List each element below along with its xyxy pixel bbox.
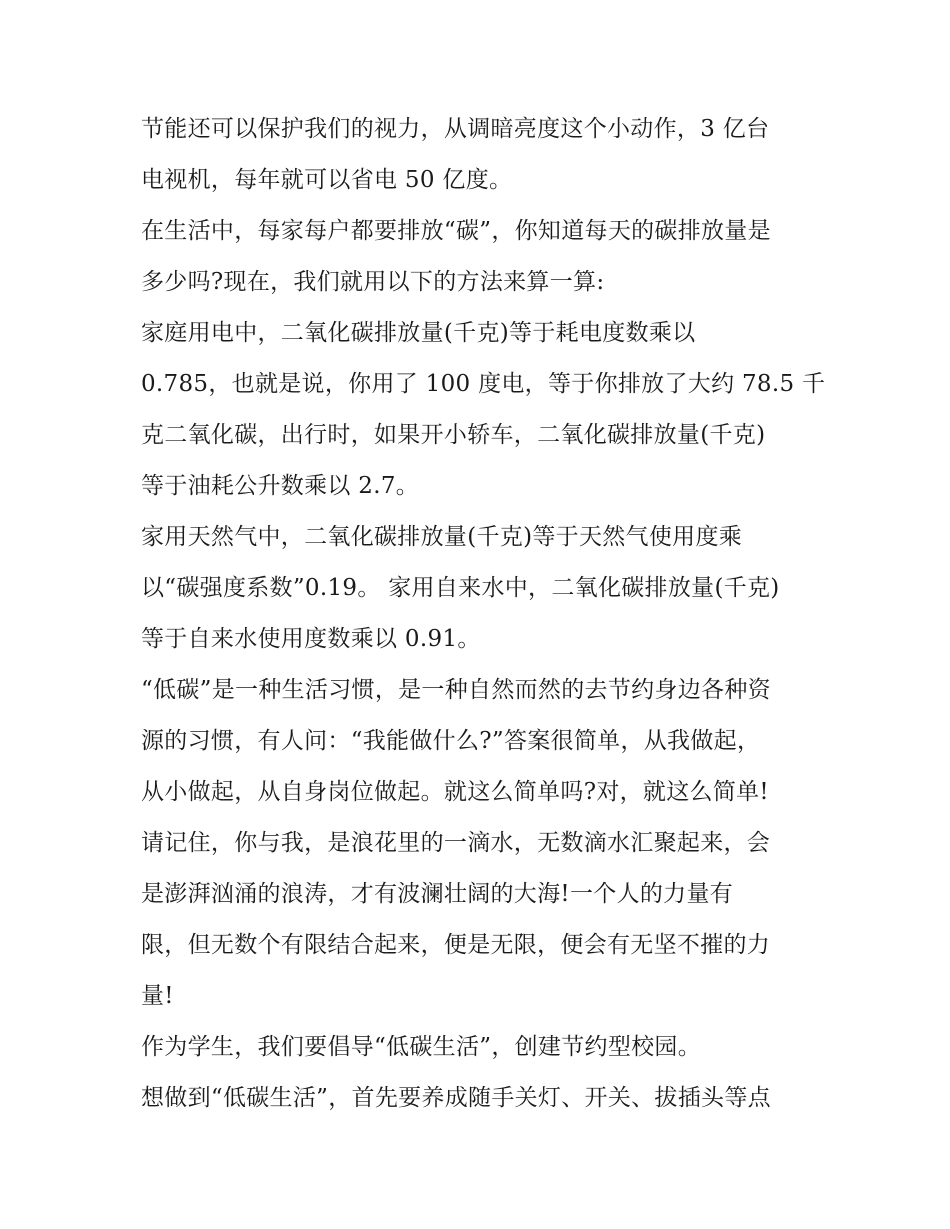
text-line: 限，但无数个有限结合起来，便是无限，便会有无坚不摧的力 [141, 932, 771, 958]
text-line: 等于自来水使用度数乘以 0.91。 [141, 626, 481, 652]
text-line: 多少吗?现在，我们就用以下的方法来算一算: [141, 269, 605, 295]
text-line: 量! [141, 983, 174, 1009]
text-line: 以“碳强度系数”0.19。 家用自来水中，二氧化碳排放量(千克) [141, 575, 780, 601]
text-line: 节能还可以保护我们的视力，从调暗亮度这个小动作，3 亿台 [141, 116, 770, 142]
text-line: 源的习惯，有人问：“我能做什么?”答案很简单，从我做起， [141, 728, 761, 754]
text-line: 请记住，你与我，是浪花里的一滴水，无数滴水汇聚起来，会 [141, 830, 771, 856]
text-line: “低碳”是一种生活习惯，是一种自然而然的去节约身边各种资 [141, 677, 771, 703]
text-line: 从小做起，从自身岗位做起。就这么简单吗?对，就这么简单! [141, 779, 769, 805]
text-line: 0.785，也就是说，你用了 100 度电，等于你排放了大约 78.5 千 [141, 371, 826, 397]
text-line: 家用天然气中，二氧化碳排放量(千克)等于天然气使用度乘 [141, 524, 743, 550]
text-line: 电视机，每年就可以省电 50 亿度。 [141, 167, 513, 193]
text-line: 是澎湃汹涌的浪涛，才有波澜壮阔的大海!一个人的力量有 [141, 881, 734, 907]
text-line: 想做到“低碳生活”，首先要养成随手关灯、开关、拔插头等点 [141, 1085, 771, 1111]
text-line: 克二氧化碳，出行时，如果开小轿车，二氧化碳排放量(千克) [141, 422, 766, 448]
text-line: 在生活中，每家每户都要排放“碳”，你知道每天的碳排放量是 [141, 218, 771, 244]
document-body [141, 104, 826, 1124]
text-line: 作为学生，我们要倡导“低碳生活”，创建节约型校园。 [141, 1034, 702, 1060]
text-line: 等于油耗公升数乘以 2.7。 [141, 473, 420, 499]
text-line: 家庭用电中，二氧化碳排放量(千克)等于耗电度数乘以 [141, 320, 696, 346]
